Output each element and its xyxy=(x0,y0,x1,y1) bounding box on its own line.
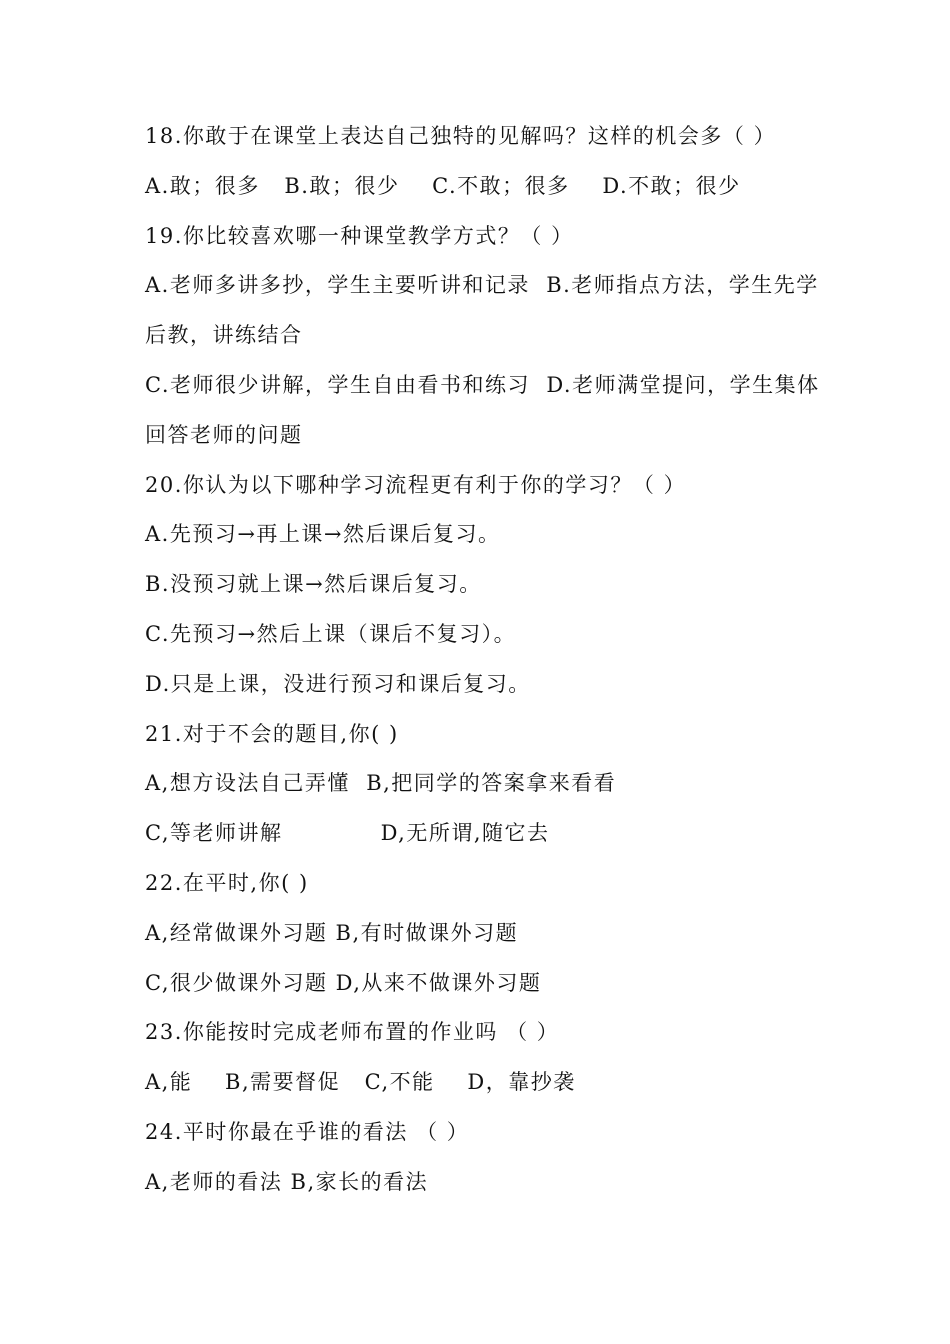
question-22-options-cd: C,很少做课外习题 D,从来不做课外习题 xyxy=(145,970,542,995)
question-22-options-ab: A,经常做课外习题 B,有时做课外习题 xyxy=(145,920,519,945)
question-21: 21.对于不会的题目,你( ) xyxy=(145,721,399,746)
question-19-options-ab: A.老师多讲多抄，学生主要听讲和记录 B.老师指点方法，学生先学 xyxy=(145,273,819,298)
question-19-options-cd-cont: 回答老师的问题 xyxy=(145,422,303,447)
question-20-option-d: D.只是上课，没进行预习和课后复习。 xyxy=(145,671,531,696)
question-20-option-c: C.先预习→然后上课（课后不复习）。 xyxy=(145,621,517,646)
question-23-options: A,能 B,需要督促 C,不能 D，靠抄袭 xyxy=(145,1070,576,1095)
question-19-options-ab-cont: 后教，讲练结合 xyxy=(145,323,303,348)
question-19: 19.你比较喜欢哪一种课堂教学方式？（ ） xyxy=(145,223,574,248)
question-22: 22.在平时,你( ) xyxy=(145,870,309,895)
document-body xyxy=(145,118,825,1214)
question-24: 24.平时你最在乎谁的看法 （ ） xyxy=(145,1119,470,1144)
question-20-option-a: A.先预习→再上课→然后课后复习。 xyxy=(145,522,501,547)
question-20-option-b: B.没预习就上课→然后课后复习。 xyxy=(145,572,482,597)
question-19-options-cd: C.老师很少讲解，学生自由看书和练习 D.老师满堂提问，学生集体 xyxy=(145,372,820,397)
question-20: 20.你认为以下哪种学习流程更有利于你的学习？（ ） xyxy=(145,472,687,497)
question-18: 18.你敢于在课堂上表达自己独特的见解吗？这样的机会多（ ） xyxy=(145,124,777,148)
question-21-options-cd: C,等老师讲解 D,无所谓,随它去 xyxy=(145,821,550,846)
question-18-options: A.敢；很多 B.敢；很少 C.不敢；很多 D.不敢；很少 xyxy=(145,173,741,198)
question-24-options: A,老师的看法 B,家长的看法 xyxy=(145,1169,429,1194)
question-21-options-ab: A,想方设法自己弄懂 B,把同学的答案拿来看看 xyxy=(145,771,617,796)
question-23: 23.你能按时完成老师布置的作业吗 （ ） xyxy=(145,1020,560,1045)
